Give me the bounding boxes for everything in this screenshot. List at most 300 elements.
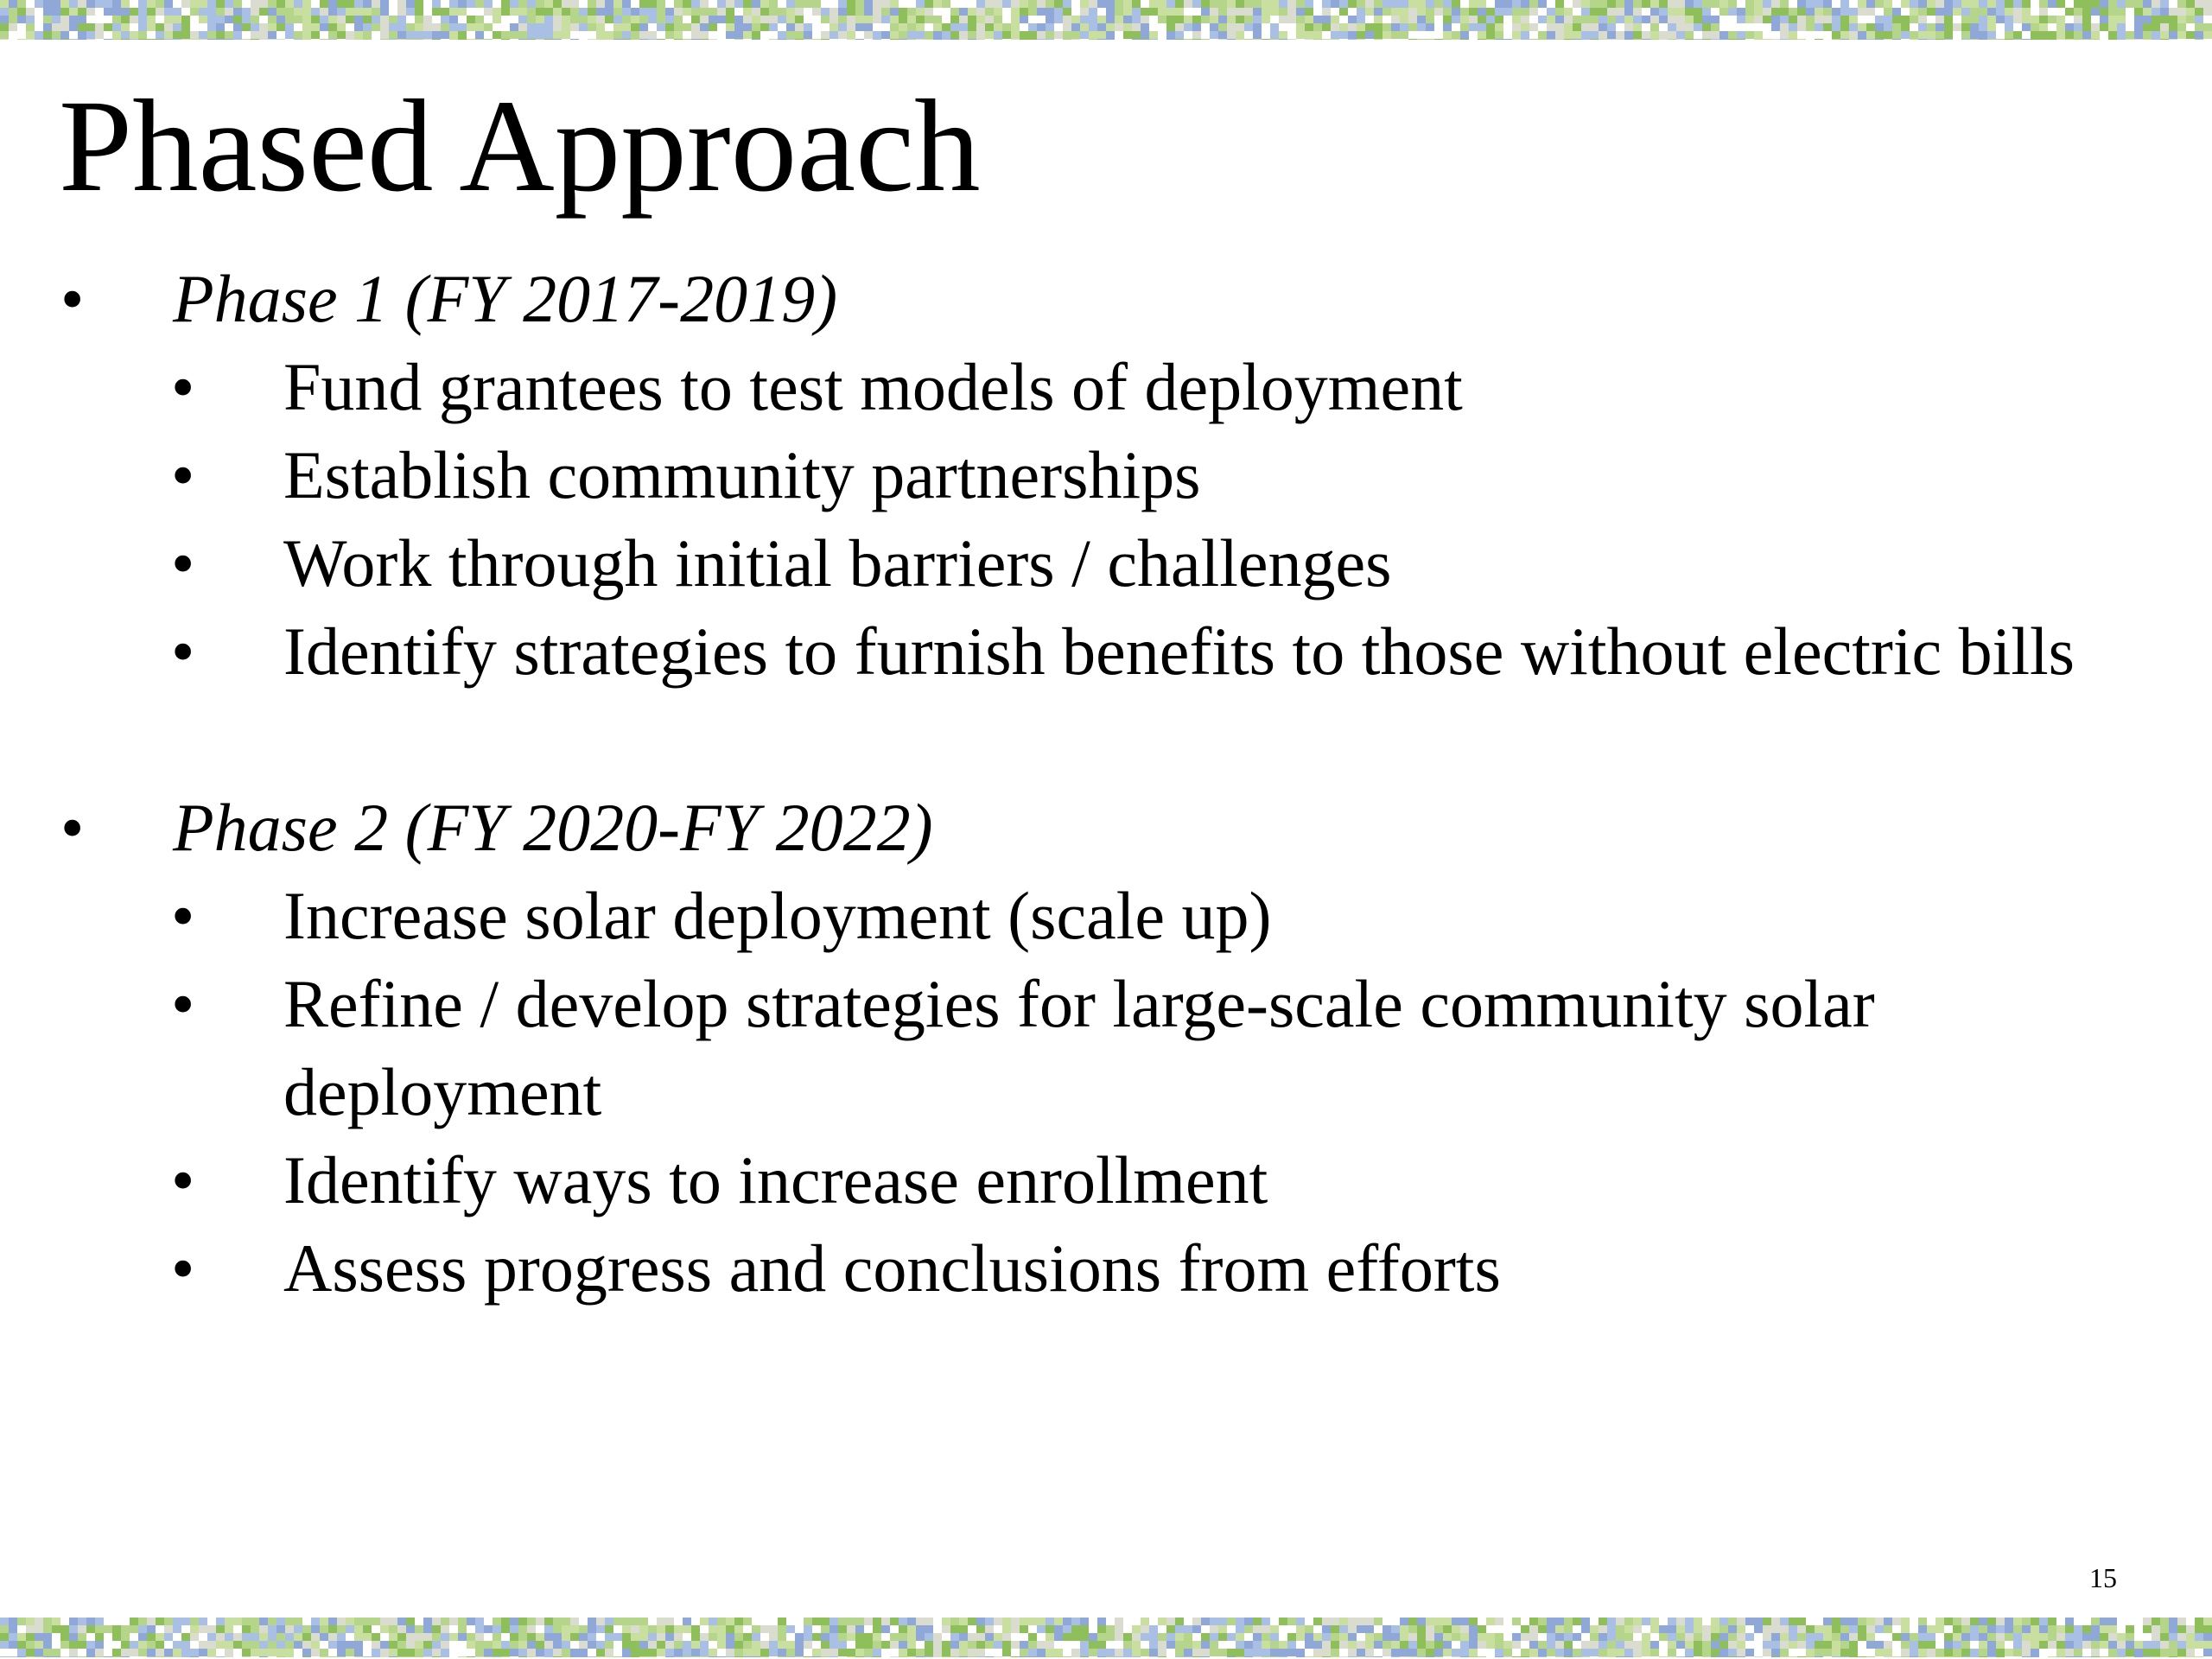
band-tile <box>225 1618 233 1625</box>
band-tile <box>441 1633 449 1641</box>
band-tile <box>925 1641 933 1649</box>
band-tile <box>752 1641 760 1649</box>
band-tile <box>1348 39 1357 40</box>
band-tile <box>2126 8 2134 16</box>
band-tile <box>484 31 493 39</box>
band-tile <box>752 1633 760 1641</box>
band-tile <box>959 39 968 40</box>
band-tile <box>1486 31 1495 39</box>
band-tile <box>147 0 156 8</box>
band-tile <box>864 1656 873 1657</box>
band-tile <box>2117 31 2126 39</box>
band-tile <box>613 1649 622 1656</box>
band-tile <box>1262 8 1270 16</box>
band-tile <box>9 31 17 39</box>
band-tile <box>1452 23 1460 31</box>
band-tile <box>605 1625 613 1633</box>
band-tile <box>544 1633 553 1641</box>
band-tile <box>328 1633 337 1641</box>
band-tile <box>1296 1641 1305 1649</box>
band-tile <box>130 1625 138 1633</box>
band-tile <box>1020 39 1028 40</box>
band-tile <box>397 0 406 8</box>
band-tile <box>925 1656 933 1657</box>
band-tile <box>1071 23 1080 31</box>
band-tile <box>1970 1641 1979 1649</box>
band-tile <box>1486 1641 1495 1649</box>
band-tile <box>1374 1618 1382 1625</box>
band-tile <box>2195 1649 2203 1656</box>
band-tile <box>1046 16 1054 23</box>
band-tile <box>1521 0 1529 8</box>
band-tile <box>1512 31 1521 39</box>
band-tile <box>1936 31 1944 39</box>
band-tile <box>1071 1649 1080 1656</box>
band-tile <box>1236 31 1244 39</box>
band-tile <box>1901 0 1910 8</box>
band-tile <box>1538 1618 1547 1625</box>
band-tile <box>130 1656 138 1657</box>
band-tile <box>1287 8 1296 16</box>
band-tile <box>190 8 199 16</box>
band-tile <box>2100 23 2108 31</box>
band-tile <box>1106 1618 1115 1625</box>
band-tile <box>683 23 691 31</box>
band-tile <box>1910 1625 1918 1633</box>
band-tile <box>959 0 968 8</box>
band-tile <box>1287 1618 1296 1625</box>
band-tile <box>242 1649 251 1656</box>
band-tile <box>2005 0 2013 8</box>
band-tile <box>648 1641 657 1649</box>
band-tile <box>2091 8 2100 16</box>
band-tile <box>1538 39 1547 40</box>
band-tile <box>734 0 743 8</box>
band-tile <box>579 16 588 23</box>
band-tile <box>1166 1641 1175 1649</box>
band-tile <box>976 1625 985 1633</box>
band-tile <box>873 8 881 16</box>
band-tile <box>17 1633 26 1641</box>
band-tile <box>302 8 311 16</box>
band-tile <box>1538 31 1547 39</box>
band-tile <box>959 23 968 31</box>
band-tile <box>1037 16 1046 23</box>
band-tile <box>743 16 752 23</box>
band-tile <box>207 39 216 40</box>
band-tile <box>60 16 69 23</box>
band-tile <box>804 1649 812 1656</box>
band-tile <box>1996 1641 2005 1649</box>
band-tile <box>1970 1649 1979 1656</box>
band-tile <box>605 0 613 8</box>
band-tile <box>389 1633 397 1641</box>
band-tile <box>830 39 838 40</box>
band-tile <box>1840 1656 1849 1657</box>
band-tile <box>207 31 216 39</box>
band-tile <box>121 8 130 16</box>
band-tile <box>1236 39 1244 40</box>
band-tile <box>467 1633 475 1641</box>
band-tile <box>830 31 838 39</box>
band-tile <box>536 31 544 39</box>
bullet-icon: • <box>171 525 195 601</box>
band-tile <box>665 1633 674 1641</box>
band-tile <box>1875 1625 1884 1633</box>
band-tile <box>52 1625 60 1633</box>
band-tile <box>1763 1649 1771 1656</box>
band-tile <box>1529 1656 1538 1657</box>
band-tile <box>1650 1649 1659 1656</box>
band-tile <box>2022 31 2031 39</box>
band-tile <box>1478 31 1486 39</box>
band-tile <box>1745 16 1754 23</box>
band-tile <box>1287 39 1296 40</box>
band-tile <box>890 1641 899 1649</box>
band-tile <box>320 1656 328 1657</box>
band-tile <box>216 1641 225 1649</box>
band-tile <box>233 23 242 31</box>
band-tile <box>432 1641 441 1649</box>
band-tile <box>613 23 622 31</box>
band-tile <box>959 1649 968 1656</box>
band-tile <box>1849 16 1858 23</box>
band-tile <box>821 8 830 16</box>
band-tile <box>1313 1641 1322 1649</box>
band-tile <box>190 1649 199 1656</box>
band-tile <box>1279 16 1287 23</box>
band-tile <box>968 1656 976 1657</box>
band-tile <box>1918 8 1927 16</box>
band-tile <box>1253 1633 1262 1641</box>
band-tile <box>1650 1641 1659 1649</box>
band-tile <box>1780 1649 1789 1656</box>
band-tile <box>1616 1618 1624 1625</box>
band-tile <box>1512 1641 1521 1649</box>
band-tile <box>1832 16 1840 23</box>
band-tile <box>164 1641 173 1649</box>
band-tile <box>916 1641 925 1649</box>
band-tile <box>899 1618 907 1625</box>
band-tile <box>881 1618 890 1625</box>
band-tile <box>2203 1618 2212 1625</box>
band-tile <box>510 31 518 39</box>
band-tile <box>950 1641 959 1649</box>
band-tile <box>1097 1641 1106 1649</box>
band-tile <box>648 8 657 16</box>
band-tile <box>389 0 397 8</box>
band-tile <box>1858 1649 1866 1656</box>
band-tile <box>1054 23 1063 31</box>
band-tile <box>2031 1633 2039 1641</box>
band-tile <box>717 1656 726 1657</box>
band-tile <box>510 39 518 40</box>
band-tile <box>942 8 950 16</box>
band-tile <box>1633 0 1642 8</box>
band-tile <box>1158 39 1166 40</box>
band-tile <box>320 0 328 8</box>
band-tile <box>1166 31 1175 39</box>
band-tile <box>2056 1641 2065 1649</box>
band-tile <box>156 1625 164 1633</box>
band-tile <box>1849 31 1858 39</box>
band-tile <box>138 1641 147 1649</box>
band-tile <box>2091 1625 2100 1633</box>
band-tile <box>2048 1618 2056 1625</box>
band-tile <box>674 8 683 16</box>
band-tile <box>639 1618 648 1625</box>
band-tile <box>121 1633 130 1641</box>
band-tile <box>933 23 942 31</box>
band-tile <box>2143 31 2152 39</box>
band-tile <box>553 0 562 8</box>
band-tile <box>9 1618 17 1625</box>
band-tile <box>1357 0 1365 8</box>
band-tile <box>994 31 1002 39</box>
band-tile <box>873 39 881 40</box>
band-tile <box>1789 16 1797 23</box>
band-tile <box>2177 1641 2186 1649</box>
band-tile <box>985 1656 994 1657</box>
band-tile <box>2126 23 2134 31</box>
band-tile <box>95 31 104 39</box>
band-tile <box>138 31 147 39</box>
band-tile <box>1737 31 1745 39</box>
band-tile <box>1011 39 1020 40</box>
band-tile <box>156 1656 164 1657</box>
band-tile <box>475 23 484 31</box>
band-tile <box>112 1633 121 1641</box>
band-tile <box>1728 1625 1737 1633</box>
band-tile <box>0 16 9 23</box>
band-tile <box>1944 1633 1953 1641</box>
band-tile <box>415 1633 423 1641</box>
band-tile <box>1400 0 1408 8</box>
band-tile <box>233 1633 242 1641</box>
band-tile <box>830 1625 838 1633</box>
band-tile <box>1287 1649 1296 1656</box>
band-tile <box>1711 1633 1719 1641</box>
band-tile <box>2056 39 2065 40</box>
band-tile <box>536 16 544 23</box>
band-tile <box>1037 1625 1046 1633</box>
band-tile <box>1573 1656 1581 1657</box>
band-tile <box>1452 39 1460 40</box>
band-tile <box>1020 1649 1028 1656</box>
band-tile <box>1538 1641 1547 1649</box>
band-tile <box>441 1656 449 1657</box>
band-tile <box>1884 1618 1892 1625</box>
band-tile <box>1011 23 1020 31</box>
band-tile <box>1262 0 1270 8</box>
band-tile <box>2143 1641 2152 1649</box>
band-tile <box>847 1625 855 1633</box>
band-tile <box>216 0 225 8</box>
band-tile <box>1702 1633 1711 1641</box>
band-tile <box>1780 16 1789 23</box>
band-tile <box>743 23 752 31</box>
band-tile <box>2013 1656 2022 1657</box>
band-tile <box>259 1641 268 1649</box>
band-tile <box>1616 0 1624 8</box>
band-tile <box>1607 1625 1616 1633</box>
band-tile <box>968 31 976 39</box>
band-tile <box>1780 1656 1789 1657</box>
band-tile <box>1858 0 1866 8</box>
band-tile <box>1892 23 1901 31</box>
band-tile <box>346 1656 354 1657</box>
band-tile <box>2203 1625 2212 1633</box>
band-tile <box>1244 1618 1253 1625</box>
band-tile <box>1313 16 1322 23</box>
band-tile <box>1495 1618 1503 1625</box>
band-tile <box>1892 1618 1901 1625</box>
band-tile <box>43 0 52 8</box>
band-tile <box>976 0 985 8</box>
band-tile <box>2031 1625 2039 1633</box>
band-tile <box>1175 8 1184 16</box>
band-tile <box>181 31 190 39</box>
band-tile <box>2031 1618 2039 1625</box>
band-tile <box>1858 8 1866 16</box>
band-tile <box>760 1649 769 1656</box>
band-tile <box>804 31 812 39</box>
band-tile <box>950 39 959 40</box>
band-tile <box>1702 1641 1711 1649</box>
band-tile <box>449 31 458 39</box>
band-tile <box>1832 1633 1840 1641</box>
band-tile <box>173 16 181 23</box>
band-tile <box>1780 39 1789 40</box>
band-tile <box>1210 31 1218 39</box>
band-tile <box>804 39 812 40</box>
band-tile <box>1253 8 1262 16</box>
band-tile <box>1745 1633 1754 1641</box>
band-tile <box>855 39 864 40</box>
band-tile <box>1046 1649 1054 1656</box>
band-tile <box>907 1633 916 1641</box>
band-tile <box>838 1633 847 1641</box>
band-tile <box>1599 23 1607 31</box>
band-tile <box>2203 16 2212 23</box>
band-tile <box>1028 1625 1037 1633</box>
band-tile <box>1495 1649 1503 1656</box>
band-tile <box>1443 1633 1452 1641</box>
band-tile <box>2100 1618 2108 1625</box>
band-tile <box>933 1625 942 1633</box>
band-tile <box>1503 1618 1512 1625</box>
band-tile <box>147 39 156 40</box>
band-tile <box>1573 16 1581 23</box>
band-tile <box>432 8 441 16</box>
band-tile <box>1815 1649 1823 1656</box>
band-tile <box>449 0 458 8</box>
band-tile <box>1884 1656 1892 1657</box>
band-tile <box>674 1649 683 1656</box>
band-tile <box>1486 16 1495 23</box>
band-tile <box>1910 23 1918 31</box>
band-tile <box>1970 1633 1979 1641</box>
band-tile <box>17 8 26 16</box>
band-tile <box>691 8 700 16</box>
band-tile <box>778 0 786 8</box>
band-tile <box>786 1633 795 1641</box>
band-tile <box>726 8 734 16</box>
band-tile <box>1374 39 1382 40</box>
band-tile <box>1011 0 1020 8</box>
band-tile <box>2039 1625 2048 1633</box>
band-tile <box>1210 1618 1218 1625</box>
band-tile <box>2152 1633 2160 1641</box>
band-tile <box>1685 23 1694 31</box>
band-tile <box>2039 1641 2048 1649</box>
band-tile <box>337 39 346 40</box>
band-tile <box>493 23 501 31</box>
band-tile <box>2039 1633 2048 1641</box>
band-tile <box>2048 16 2056 23</box>
band-tile <box>1244 1641 1253 1649</box>
band-tile <box>1365 23 1374 31</box>
band-tile <box>1823 1625 1832 1633</box>
band-tile <box>950 0 959 8</box>
band-tile <box>838 1618 847 1625</box>
band-tile <box>1227 1656 1236 1657</box>
band-tile <box>1642 1641 1650 1649</box>
band-tile <box>1218 1625 1227 1633</box>
band-tile <box>1529 1649 1538 1656</box>
band-tile <box>1279 1649 1287 1656</box>
band-tile <box>648 0 657 8</box>
band-tile <box>475 1633 484 1641</box>
band-tile <box>907 1656 916 1657</box>
band-tile <box>2065 1656 2074 1657</box>
band-tile <box>1564 8 1573 16</box>
band-tile <box>2186 1641 2195 1649</box>
band-tile <box>1339 16 1348 23</box>
band-tile <box>43 23 52 31</box>
band-tile <box>700 16 709 23</box>
band-tile <box>449 1641 458 1649</box>
band-tile <box>1374 1649 1382 1656</box>
band-tile <box>1642 1633 1650 1641</box>
band-tile <box>501 1656 510 1657</box>
band-tile <box>2100 1641 2108 1649</box>
band-tile <box>855 0 864 8</box>
band-tile <box>795 31 804 39</box>
band-tile <box>864 31 873 39</box>
band-tile <box>907 8 916 16</box>
band-tile <box>1590 16 1599 23</box>
band-tile <box>337 1618 346 1625</box>
band-tile <box>1979 31 1987 39</box>
band-tile <box>190 1618 199 1625</box>
band-tile <box>639 23 648 31</box>
band-tile <box>1944 1649 1953 1656</box>
slide-title: Phased Approach <box>59 73 981 219</box>
band-tile <box>1279 1618 1287 1625</box>
band-tile <box>156 8 164 16</box>
band-tile <box>1616 39 1624 40</box>
band-tile <box>86 1649 95 1656</box>
band-tile <box>925 8 933 16</box>
band-tile <box>1158 1625 1166 1633</box>
band-tile <box>1547 23 1555 31</box>
band-tile <box>2117 1633 2126 1641</box>
band-tile <box>69 1656 78 1657</box>
band-tile <box>1348 16 1357 23</box>
band-tile <box>1391 23 1400 31</box>
band-tile <box>760 1618 769 1625</box>
